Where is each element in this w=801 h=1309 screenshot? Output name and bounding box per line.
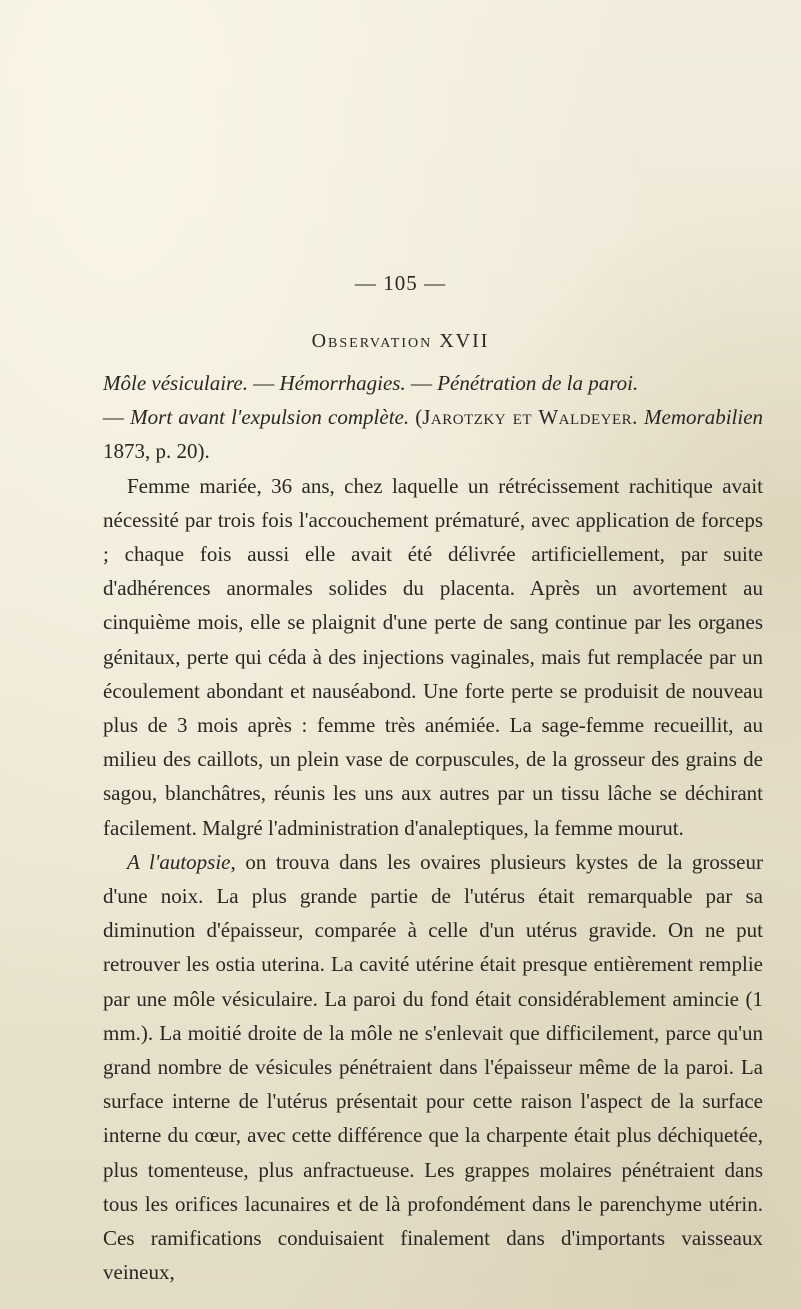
observation-title: Observation XVII bbox=[311, 330, 490, 352]
citation-journal: Memorabilien bbox=[644, 405, 764, 430]
heading-dash2: — bbox=[405, 371, 438, 395]
observation-body bbox=[103, 366, 763, 1289]
citation-open: ( bbox=[409, 405, 423, 430]
paragraph-case-history: Femme mariée, 36 ans, chez laquelle un rétrécissement rachitique avait nécessité par trois fois l'accouchement prématuré, avec application de forceps ; chaque fois aussi elle avait été délivrée artificiellement, par suite d'adhérences anormales solides du placenta. Après un avortement au cinquième mois, elle se plaignit d'une perte de sang continue par les organes génitaux, perte qui céda à des injections vaginales, mais fut remplacée par un écoulement abondant et nauséabond. Une forte perte se produisit de nouveau plus de 3 mois après : femme très anémiée. La sage-femme recueillit, au milieu des caillots, un plein vase de corpuscules, de la grosseur des grains de sagou, blanchâtres, réunis les uns aux autres par un tissu lâche se déchirant facilement. Malgré l'administration d'analeptiques, la femme mourut. bbox=[103, 473, 763, 840]
observation-heading bbox=[103, 366, 763, 469]
citation-authors: Jarotzky et Waldeyer. bbox=[422, 405, 638, 430]
citation-rest: 1873, p. 20). bbox=[103, 439, 210, 464]
page-number: — 105 — bbox=[355, 271, 446, 295]
heading-dash3: — bbox=[103, 405, 131, 430]
heading-dash1: — bbox=[248, 371, 280, 395]
autopsy-text: , on trouva dans les ovaires plusieurs kystes de la grosseur d'une noix. La plus grande partie de l'utérus était remarquable par sa diminution d'épaisseur, comparée à celle d'un utérus gravide. On ne put retrouver les ostia uterina. La cavité utérine était presque entièrement remplie par une môle vésiculaire. La paroi du fond était considérablement amincie (1 mm.). La moitié droite de la môle ne s'enlevait que difficilement, parce qu'un grand nombre de vésicules pénétraient dans l'épaisseur même de la paroi. La surface interne de l'utérus présentait pour cette raison l'aspect de la surface interne du cœur, avec cette différence que la charpente était plus déchiquetée, plus tomenteuse, plus anfractueuse. Les grappes molaires pénétraient dans tous les orifices lacunaires et de là profondément dans le parenchyme utérin. Ces ramifications conduisaient finalement dans d'importants vaisseaux veineux, bbox=[103, 849, 763, 1285]
heading-title-part1: Môle vésiculaire. bbox=[103, 371, 249, 395]
heading-title-part3: Pénétration de la paroi. bbox=[437, 371, 639, 395]
heading-title-part4: Mort avant l'expulsion complète. bbox=[130, 405, 410, 430]
heading-title-part2: Hémorrhagies. bbox=[279, 371, 406, 395]
autopsy-lead: A l'autopsie bbox=[127, 849, 231, 874]
paragraph-autopsy bbox=[103, 845, 763, 1290]
